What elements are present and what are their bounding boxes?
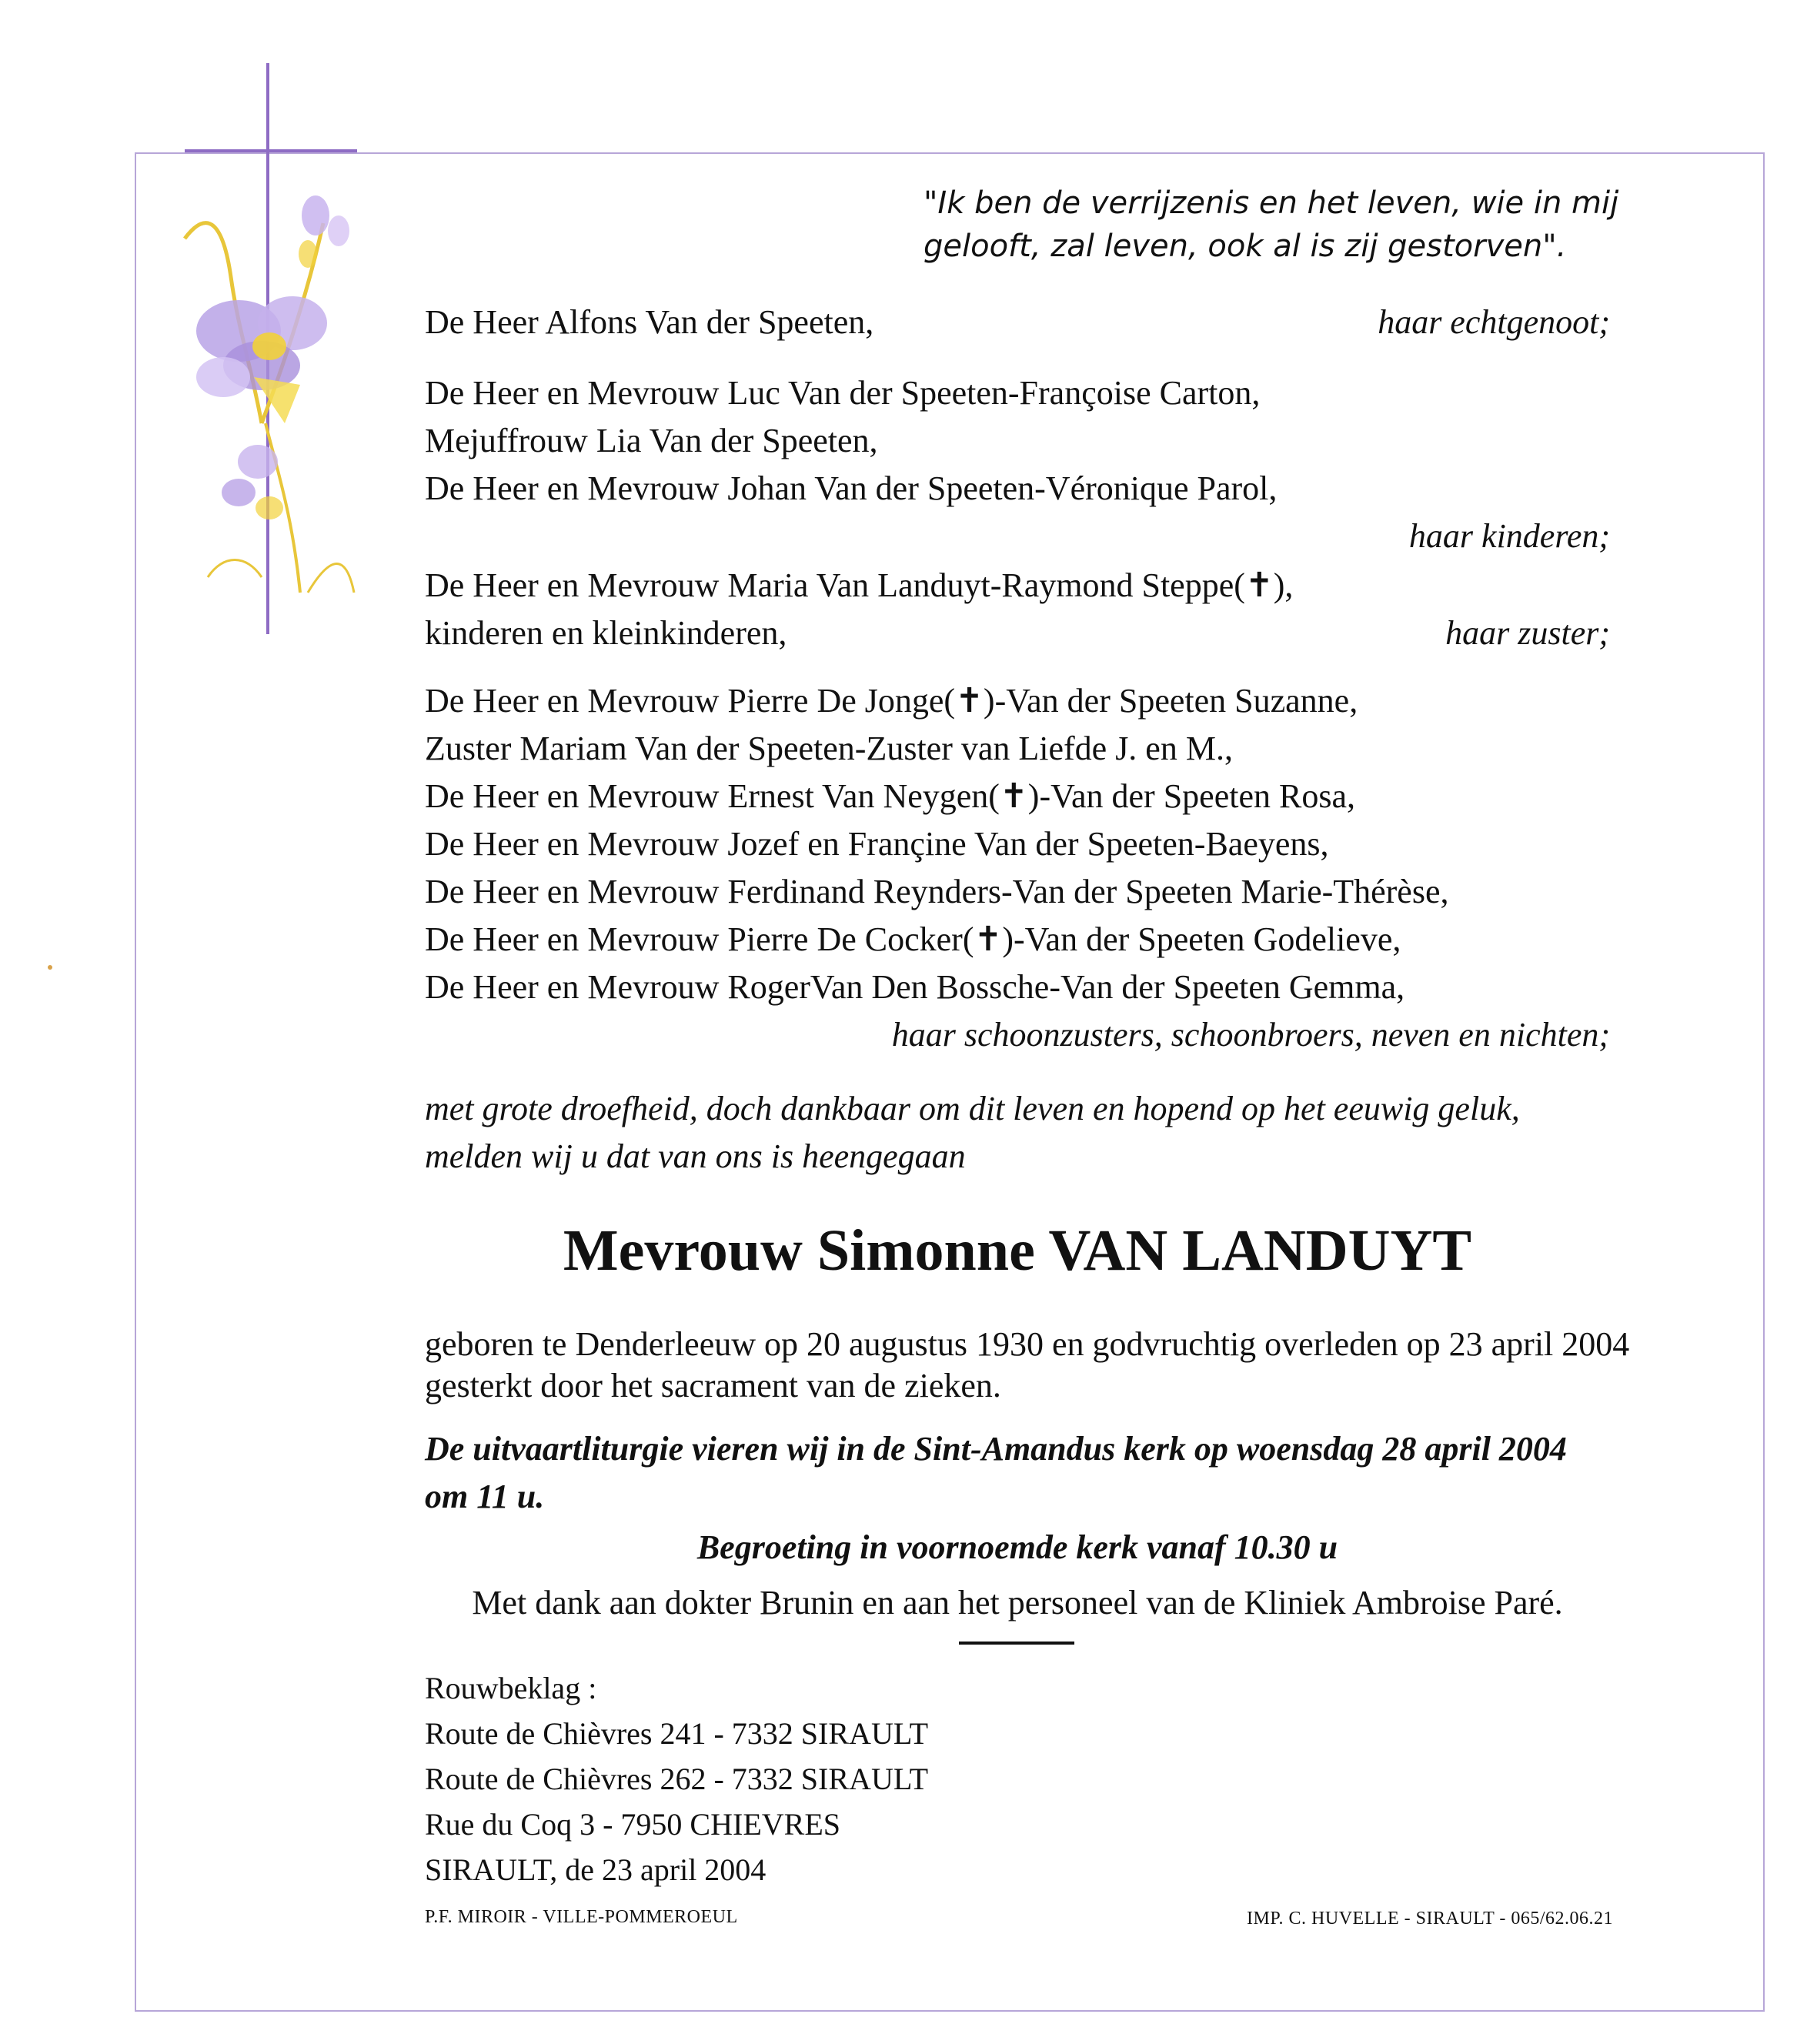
funeral-line-2: om 11 u. [425, 1478, 545, 1515]
in-law-line-3: De Heer en Mevrouw Ernest Van Neygen(✝)-Van der Speeten Rosa, [425, 777, 1355, 815]
funeral-greeting: Begroeting in voornoemde kerk vanaf 10.30 u [696, 1528, 1338, 1566]
announcement-line-1: met grote droefheid, doch dankbaar om dit leven en hopend op het eeuwig geluk, [425, 1090, 1520, 1127]
sister-line-1: De Heer en Mevrouw Maria Van Landuyt-Raymond Steppe(✝), [425, 566, 1294, 604]
printer-credit: IMP. C. HUVELLE - SIRAULT - 065/62.06.21 [1247, 1909, 1614, 1929]
in-laws-relation: haar schoonzusters, schoonbroers, neven en nichten; [891, 1016, 1610, 1054]
thanks-block [425, 1579, 1610, 1627]
children-relation: haar kinderen; [1408, 517, 1610, 555]
in-law-line-6: De Heer en Mevrouw Pierre De Cocker(✝)-Van der Speeten Godelieve, [425, 920, 1401, 958]
in-law-line-2: Zuster Mariam Van der Speeten-Zuster van Liefde J. en M., [425, 730, 1233, 767]
children-block [425, 369, 1610, 560]
husband-relation: haar echtgenoot; [1378, 303, 1610, 341]
in-law-line-5: De Heer en Mevrouw Ferdinand Reynders-Van der Speeten Marie-Thérèse, [425, 873, 1449, 910]
sister-relation: haar zuster; [1445, 614, 1610, 652]
deceased-name: Mevrouw Simonne VAN LANDUYT [563, 1218, 1472, 1283]
scan-speck [48, 965, 52, 970]
child-line-3: De Heer en Mevrouw Johan Van der Speeten-Véronique Parol, [425, 469, 1278, 507]
in-law-line-7: De Heer en Mevrouw RogerVan Den Bossche-Van der Speeten Gemma, [425, 968, 1405, 1006]
condolences-block [425, 1665, 1610, 1892]
dates-line-1: geboren te Denderleeuw op 20 augustus 1930 en godvruchtig overleden op 23 april 2004 [425, 1325, 1630, 1363]
sister-line-2: kinderen en kleinkinderen, [425, 614, 787, 652]
announcement-line-2: melden wij u dat van ons is heengegaan [425, 1137, 966, 1175]
condolences-address-3: Rue du Coq 3 - 7950 CHIEVRES [425, 1807, 840, 1842]
husband-name: De Heer Alfons Van der Speeten, [425, 303, 874, 341]
in-law-line-4: De Heer en Mevrouw Jozef en Françine Van der Speeten-Baeyens, [425, 825, 1329, 863]
announcement-block [425, 1085, 1610, 1181]
undertaker-credit: P.F. MIROIR - VILLE-POMMEROEUL [425, 1907, 738, 1927]
condolences-address-1: Route de Chièvres 241 - 7332 SIRAULT [425, 1716, 929, 1751]
in-law-line-1: De Heer en Mevrouw Pierre De Jonge(✝)-Van der Speeten Suzanne, [425, 682, 1358, 720]
child-line-1: De Heer en Mevrouw Luc Van der Speeten-Françoise Carton, [425, 374, 1261, 412]
thanks-line: Met dank aan dokter Brunin en aan het personeel van de Kliniek Ambroise Paré. [472, 1584, 1563, 1622]
husband-block [425, 299, 1610, 346]
child-line-2: Mejuffrouw Lia Van der Speeten, [425, 422, 878, 459]
condolences-address-2: Route de Chièvres 262 - 7332 SIRAULT [425, 1762, 929, 1796]
quote-line-2: gelooft, zal leven, ook al is zij gestorven". [924, 229, 1567, 264]
bible-quote [924, 182, 1701, 268]
dates-block [425, 1321, 1630, 1410]
divider-rule [959, 1642, 1074, 1645]
funeral-block [425, 1425, 1610, 1571]
sister-block [425, 562, 1610, 657]
funeral-line-1: De uitvaartliturgie vieren wij in de Sint-Amandus kerk op woensdag 28 april 2004 [425, 1430, 1567, 1468]
condolences-label: Rouwbeklag : [425, 1671, 597, 1705]
condolences-place-date: SIRAULT, de 23 april 2004 [425, 1852, 767, 1887]
in-laws-block [425, 677, 1610, 1059]
cross-horizontal-bar [185, 149, 357, 152]
freesia-flower-icon [177, 192, 400, 608]
quote-line-1: "Ik ben de verrijzenis en het leven, wie in mij [924, 185, 1619, 221]
dates-line-2: gesterkt door het sacrament van de zieken. [425, 1367, 1001, 1404]
